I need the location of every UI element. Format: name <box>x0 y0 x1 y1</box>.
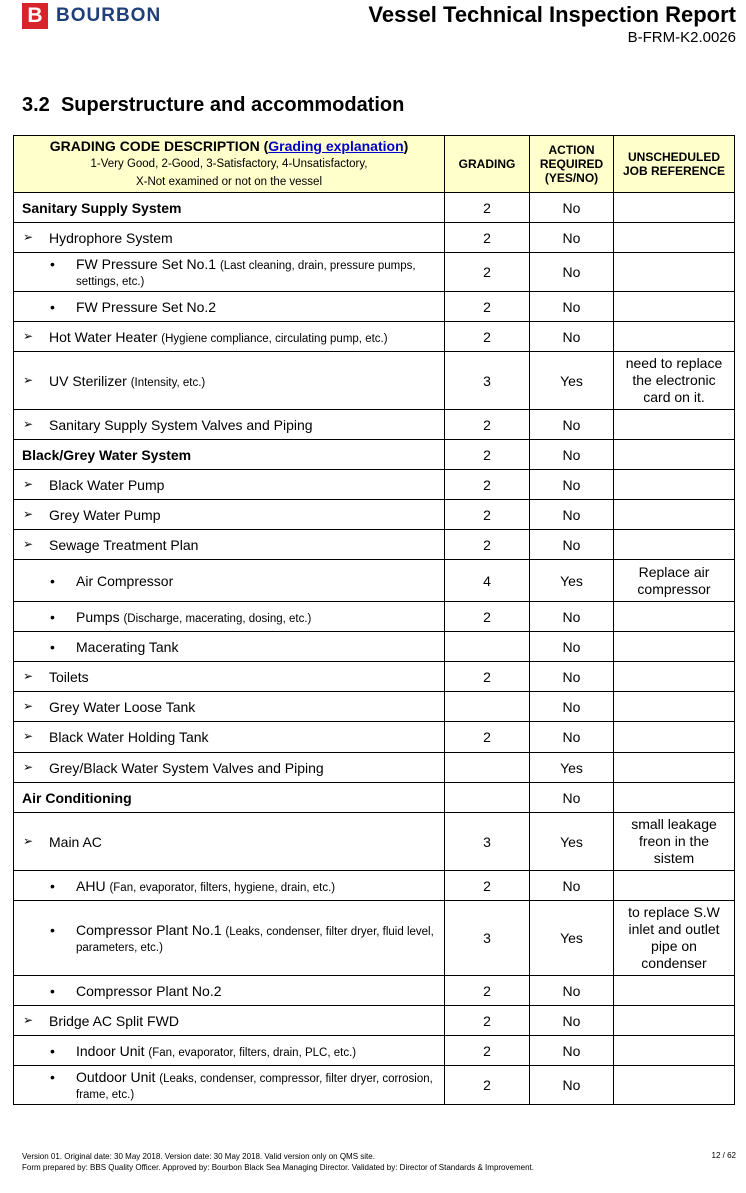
action-cell: No <box>530 1006 614 1036</box>
grading-cell: 2 <box>445 500 530 530</box>
action-cell: No <box>530 783 614 813</box>
table-row <box>14 1066 735 1105</box>
grading-cell: 3 <box>445 813 530 871</box>
action-cell: Yes <box>530 352 614 410</box>
item-label: Black Water Pump <box>49 476 165 493</box>
table-row <box>14 871 735 901</box>
table-row <box>14 352 735 410</box>
table-row <box>14 322 735 352</box>
job-reference-cell <box>614 753 735 783</box>
table-row <box>14 632 735 662</box>
table-row <box>14 662 735 692</box>
arrow-bullet-icon: ➢ <box>23 372 34 387</box>
item-label: Main AC <box>49 833 102 850</box>
grading-cell: 2 <box>445 976 530 1006</box>
dot-bullet-icon: • <box>50 1042 55 1059</box>
grading-cell: 4 <box>445 560 530 602</box>
item-note: (Fan, evaporator, filters, hygiene, drain, etc.) <box>109 881 336 894</box>
arrow-bullet-icon: ➢ <box>23 476 34 491</box>
job-reference-cell <box>614 253 735 292</box>
table-row <box>14 722 735 753</box>
item-label: Sanitary Supply System <box>22 199 182 216</box>
item-label: FW Pressure Set No.1 <box>76 256 217 272</box>
item-label: Black Water Holding Tank <box>49 729 209 745</box>
job-reference-cell <box>614 1006 735 1036</box>
item-note: (Fan, evaporator, filters, drain, PLC, etc.) <box>148 1046 357 1059</box>
grading-explanation-link[interactable]: Grading explanation <box>268 138 404 154</box>
job-reference-cell <box>614 530 735 560</box>
grading-cell <box>445 692 530 722</box>
report-code: B-FRM-K2.0026 <box>627 29 736 46</box>
item-cell <box>14 783 445 813</box>
dot-bullet-icon: • <box>50 608 55 625</box>
item-cell <box>14 560 445 602</box>
arrow-bullet-icon: ➢ <box>23 328 34 343</box>
job-reference-cell <box>614 223 735 253</box>
job-reference-cell <box>614 193 735 223</box>
item-cell <box>14 500 445 530</box>
table-row <box>14 692 735 722</box>
grading-cell: 2 <box>445 662 530 692</box>
action-cell: No <box>530 470 614 500</box>
table-row <box>14 500 735 530</box>
arrow-bullet-icon: ➢ <box>23 833 34 848</box>
item-note: (Hygiene compliance, circulating pump, etc.) <box>161 332 388 345</box>
item-label: UV Sterilizer <box>49 372 127 389</box>
arrow-bullet-icon: ➢ <box>23 698 34 713</box>
company-logo <box>22 3 161 29</box>
job-reference-cell: need to replace the electronic card on it. <box>614 352 735 410</box>
job-reference-cell <box>614 470 735 500</box>
item-cell <box>14 470 445 500</box>
grading-code-close: ) <box>403 138 409 154</box>
item-cell <box>14 662 445 692</box>
table-row <box>14 410 735 440</box>
item-cell <box>14 193 445 223</box>
item-label: Grey Water Loose Tank <box>49 698 196 715</box>
grading-scale-line2: X-Not examined or not on the vessel <box>135 176 323 188</box>
action-header-line1: ACTION <box>548 143 595 157</box>
table-header-row <box>14 136 735 193</box>
table-row <box>14 560 735 602</box>
table-row <box>14 602 735 632</box>
item-label: Grey Water Pump <box>49 506 161 523</box>
item-note: (Intensity, etc.) <box>130 376 206 389</box>
job-reference-cell <box>614 871 735 901</box>
item-note: (Leaks, condenser, compressor, filter dryer, corrosion, frame, etc.) <box>76 1073 433 1101</box>
grading-cell <box>445 783 530 813</box>
item-cell <box>14 253 445 292</box>
action-cell: No <box>530 500 614 530</box>
item-label: Air Conditioning <box>22 789 132 806</box>
grading-cell: 2 <box>445 722 530 753</box>
job-reference-cell <box>614 722 735 753</box>
grading-cell: 2 <box>445 440 530 470</box>
table-row <box>14 976 735 1006</box>
item-cell <box>14 722 445 753</box>
grading-cell: 2 <box>445 871 530 901</box>
arrow-bullet-icon: ➢ <box>23 729 34 743</box>
item-note: (Leaks, condenser, filter dryer, fluid level, parameters, etc.) <box>76 926 434 954</box>
item-cell <box>14 813 445 871</box>
action-cell: No <box>530 253 614 292</box>
table-row <box>14 223 735 253</box>
job-reference-cell: to replace S.W inlet and outlet pipe on condenser <box>614 901 735 976</box>
action-cell: No <box>530 1066 614 1105</box>
table-row <box>14 193 735 223</box>
item-note: (Last cleaning, drain, pressure pumps, settings, etc.) <box>76 260 416 288</box>
logo-letter: B <box>27 4 43 27</box>
grading-cell: 2 <box>445 322 530 352</box>
section-name: Superstructure and accommodation <box>60 94 405 116</box>
job-reference-cell <box>614 692 735 722</box>
item-note: (Discharge, macerating, dosing, etc.) <box>123 612 312 625</box>
logo-text: BOURBON <box>56 5 162 26</box>
grading-cell: 2 <box>445 1006 530 1036</box>
job-reference-cell <box>614 292 735 322</box>
section-title <box>22 94 404 117</box>
job-reference-cell <box>614 1036 735 1066</box>
table-row <box>14 292 735 322</box>
action-cell: No <box>530 692 614 722</box>
item-label: Outdoor Unit <box>76 1069 156 1085</box>
action-cell: No <box>530 440 614 470</box>
action-header <box>530 136 614 193</box>
item-label: Sanitary Supply System Valves and Piping <box>49 416 313 433</box>
action-cell: Yes <box>530 813 614 871</box>
item-cell <box>14 901 445 976</box>
job-reference-cell <box>614 602 735 632</box>
item-label: Hot Water Heater <box>49 328 158 345</box>
job-reference-cell <box>614 632 735 662</box>
item-cell <box>14 223 445 253</box>
item-cell <box>14 1006 445 1036</box>
action-cell: No <box>530 1036 614 1066</box>
action-header-line3: (YES/NO) <box>544 171 599 185</box>
grading-cell: 2 <box>445 253 530 292</box>
table-row <box>14 253 735 292</box>
action-cell: No <box>530 871 614 901</box>
section-number: 3.2 <box>22 94 50 116</box>
dot-bullet-icon: • <box>50 982 55 999</box>
job-reference-cell <box>614 322 735 352</box>
item-label: Black/Grey Water System <box>22 446 192 463</box>
grading-cell <box>445 753 530 783</box>
action-cell: No <box>530 976 614 1006</box>
grading-header: GRADING <box>445 136 530 193</box>
grading-code-header <box>14 136 445 193</box>
table-row <box>14 530 735 560</box>
item-label: Compressor Plant No.1 <box>76 922 222 938</box>
item-label: Toilets <box>49 668 89 685</box>
action-header-line2: REQUIRED <box>539 157 604 171</box>
job-reference-cell: small leakage freon in the sistem <box>614 813 735 871</box>
item-cell <box>14 322 445 352</box>
action-cell: No <box>530 662 614 692</box>
action-cell: No <box>530 223 614 253</box>
item-cell <box>14 1066 445 1105</box>
job-reference-cell <box>614 1066 735 1105</box>
arrow-bullet-icon: ➢ <box>23 536 34 551</box>
item-cell <box>14 410 445 440</box>
arrow-bullet-icon: ➢ <box>23 668 34 683</box>
item-label: Compressor Plant No.2 <box>76 982 222 999</box>
item-label: AHU <box>76 877 106 894</box>
item-cell <box>14 692 445 722</box>
grading-cell: 2 <box>445 530 530 560</box>
table-row <box>14 470 735 500</box>
arrow-bullet-icon: ➢ <box>23 416 34 431</box>
action-cell: Yes <box>530 753 614 783</box>
action-cell: No <box>530 292 614 322</box>
table-row <box>14 813 735 871</box>
item-label: Air Compressor <box>76 572 174 589</box>
table-row <box>14 783 735 813</box>
inspection-table <box>13 135 735 1105</box>
dot-bullet-icon: • <box>50 638 55 655</box>
dot-bullet-icon: • <box>50 877 55 894</box>
item-cell <box>14 530 445 560</box>
table-row <box>14 753 735 783</box>
job-reference-cell <box>614 440 735 470</box>
job-reference-cell: Replace air compressor <box>614 560 735 602</box>
job-reference-cell <box>614 500 735 530</box>
job-header-line1: UNSCHEDULED <box>627 150 720 164</box>
item-label: Bridge AC Split FWD <box>49 1012 179 1029</box>
grading-cell: 2 <box>445 292 530 322</box>
table-row <box>14 1036 735 1066</box>
table-row <box>14 1006 735 1036</box>
table-row <box>14 440 735 470</box>
grading-cell: 2 <box>445 1066 530 1105</box>
grading-cell: 3 <box>445 901 530 976</box>
grading-scale-line1: 1-Very Good, 2-Good, 3-Satisfactory, 4-Unsatisfactory, <box>90 158 368 170</box>
action-cell: Yes <box>530 901 614 976</box>
action-cell: No <box>530 322 614 352</box>
item-label: Indoor Unit <box>76 1042 145 1059</box>
item-cell <box>14 632 445 662</box>
grading-cell: 2 <box>445 193 530 223</box>
table-row <box>14 901 735 976</box>
dot-bullet-icon: • <box>50 298 55 315</box>
arrow-bullet-icon: ➢ <box>23 506 34 521</box>
item-label: FW Pressure Set No.2 <box>76 298 217 315</box>
logo-mark <box>22 3 48 29</box>
item-cell <box>14 1036 445 1066</box>
dot-bullet-icon: • <box>50 572 55 589</box>
item-label: Pumps <box>76 608 120 625</box>
grading-cell: 2 <box>445 223 530 253</box>
action-cell: No <box>530 602 614 632</box>
item-cell <box>14 871 445 901</box>
footer <box>22 1151 534 1173</box>
arrow-bullet-icon: ➢ <box>23 759 34 774</box>
job-reference-header <box>614 136 735 193</box>
page-number: 12 / 62 <box>711 1151 736 1160</box>
grading-cell: 2 <box>445 470 530 500</box>
dot-bullet-icon: • <box>50 256 55 272</box>
grading-cell: 2 <box>445 410 530 440</box>
item-cell <box>14 976 445 1006</box>
arrow-bullet-icon: ➢ <box>23 229 34 244</box>
grading-cell: 2 <box>445 602 530 632</box>
action-cell: No <box>530 410 614 440</box>
grading-cell <box>445 632 530 662</box>
job-header-line2: JOB REFERENCE <box>622 164 726 178</box>
item-cell <box>14 753 445 783</box>
job-reference-cell <box>614 410 735 440</box>
footer-version: Version 01. Original date: 30 May 2018. Version date: 30 May 2018. Valid version only on QMS site. <box>22 1152 375 1161</box>
item-cell <box>14 440 445 470</box>
arrow-bullet-icon: ➢ <box>23 1012 34 1027</box>
grading-code-title: GRADING CODE DESCRIPTION ( <box>49 138 269 154</box>
action-cell: No <box>530 530 614 560</box>
item-label: Macerating Tank <box>76 638 179 655</box>
dot-bullet-icon: • <box>50 1069 55 1085</box>
item-cell <box>14 602 445 632</box>
item-label: Hydrophore System <box>49 229 173 246</box>
grading-cell: 3 <box>445 352 530 410</box>
item-label: Sewage Treatment Plan <box>49 536 199 553</box>
job-reference-cell <box>614 783 735 813</box>
action-cell: No <box>530 722 614 753</box>
action-cell: No <box>530 632 614 662</box>
action-cell: No <box>530 193 614 223</box>
item-cell <box>14 292 445 322</box>
footer-approval: Form prepared by: BBS Quality Officer. Approved by: Bourbon Black Sea Managing Director. Validated by: Director of Standards & Improvement. <box>22 1163 534 1172</box>
grading-cell: 2 <box>445 1036 530 1066</box>
action-cell: Yes <box>530 560 614 602</box>
job-reference-cell <box>614 976 735 1006</box>
item-label: Grey/Black Water System Valves and Piping <box>49 759 324 776</box>
job-reference-cell <box>614 662 735 692</box>
dot-bullet-icon: • <box>50 922 55 938</box>
report-title: Vessel Technical Inspection Report <box>368 2 736 27</box>
item-cell <box>14 352 445 410</box>
